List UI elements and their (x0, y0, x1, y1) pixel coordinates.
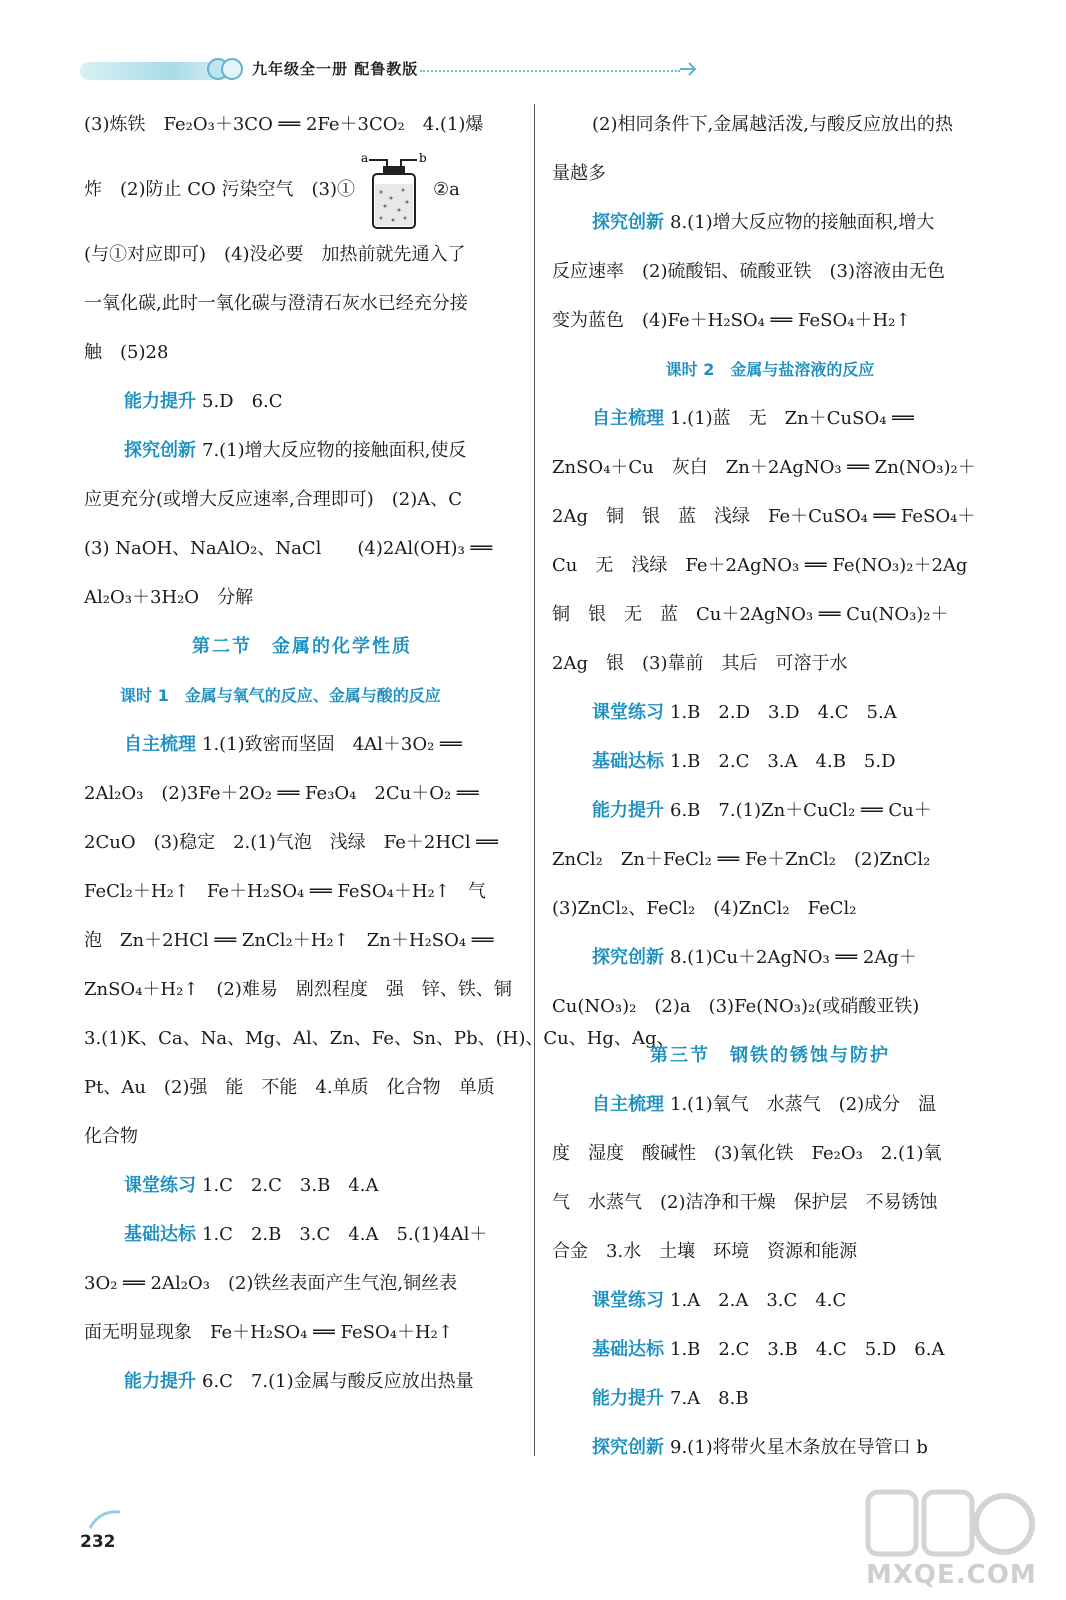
answer-text: FeCl₂＋H₂↑ Fe＋H₂SO₄ ══ FeSO₄＋H₂↑ 气 (84, 881, 486, 902)
answer-text: 6.B 7.(1)Zn＋CuCl₂ ══ Cu＋ (670, 800, 932, 821)
lesson-heading (84, 671, 520, 720)
section-keyword: 自主梳理 (592, 408, 664, 429)
answer-line (552, 100, 988, 149)
gas-bottle-icon (359, 150, 429, 230)
answer-text: 1.(1)氧气 水蒸气 (2)成分 温 (670, 1094, 937, 1115)
answer-line (552, 982, 988, 1031)
header-circles-icon (206, 56, 246, 82)
right-column (552, 100, 988, 1472)
answer-text: 变为蓝色 (4)Fe＋H₂SO₄ ══ FeSO₄＋H₂↑ (552, 310, 911, 331)
answer-line (552, 1276, 988, 1325)
answer-text: 8.(1)增大反应物的接触面积,增大 (670, 212, 935, 233)
section-keyword: 基础达标 (592, 1339, 664, 1360)
answer-line (84, 1259, 520, 1308)
answer-line (552, 737, 988, 786)
section-keyword: 探究创新 (592, 212, 664, 233)
answer-text: 1.C 2.C 3.B 4.A (202, 1175, 379, 1196)
section-keyword: 自主梳理 (592, 1094, 664, 1115)
answer-line (552, 198, 988, 247)
answer-text: 化合物 (84, 1126, 138, 1147)
answer-line (552, 835, 988, 884)
section-heading (552, 1031, 988, 1080)
answer-line (84, 426, 520, 475)
answer-line (552, 394, 988, 443)
answer-line (84, 1112, 520, 1161)
section-keyword: 课堂练习 (592, 702, 664, 723)
answer-text: Cu(NO₃)₂ (2)a (3)Fe(NO₃)₂(或硝酸亚铁) (552, 996, 920, 1017)
bottle-label-a: a (360, 151, 369, 165)
answer-text: 6.C 7.(1)金属与酸反应放出热量 (202, 1371, 474, 1392)
answer-text: 炸 (2)防止 CO 污染空气 (3)① (84, 179, 355, 200)
section-keyword: 课堂练习 (592, 1290, 664, 1311)
section-keyword: 能力提升 (592, 1388, 664, 1409)
answer-text: 3O₂ ══ 2Al₂O₃ (2)铁丝表面产生气泡,铜丝表 (84, 1273, 458, 1294)
answer-text: 1.C 2.B 3.C 4.A 5.(1)4Al＋ (202, 1224, 488, 1245)
answer-line (552, 933, 988, 982)
section-keyword: 基础达标 (124, 1224, 196, 1245)
answer-text: 泡 Zn＋2HCl ══ ZnCl₂＋H₂↑ Zn＋H₂SO₄ ══ (84, 930, 494, 951)
answer-text: 5.D 6.C (202, 391, 283, 412)
section-keyword: 探究创新 (592, 947, 664, 968)
answer-line (84, 720, 520, 769)
answer-text: 9.(1)将带火星木条放在导管口 b (670, 1437, 928, 1458)
watermark-text: MXQE.COM (866, 1560, 1037, 1590)
answer-text: 1.A 2.A 3.C 4.C (670, 1290, 847, 1311)
answer-line (552, 1227, 988, 1276)
section-keyword: 基础达标 (592, 751, 664, 772)
answer-line (84, 524, 520, 573)
answer-line (84, 1014, 675, 1063)
section-keyword: 探究创新 (592, 1437, 664, 1458)
page-number: 232 (80, 1532, 116, 1552)
answer-text: 度 湿度 酸碱性 (3)氧化铁 Fe₂O₃ 2.(1)氧 (552, 1143, 942, 1164)
answer-text: (与①对应即可) (4)没必要 加热前就先通入了 (84, 244, 466, 265)
answer-text: Al₂O₃＋3H₂O 分解 (84, 587, 254, 608)
answer-text: 1.B 2.C 3.A 4.B 5.D (670, 751, 896, 772)
answer-text: 气 水蒸气 (2)洁净和干燥 保护层 不易锈蚀 (552, 1192, 938, 1213)
answer-line (84, 573, 520, 622)
answer-line (552, 1080, 988, 1129)
answer-line (84, 916, 520, 965)
answer-text: 1.(1)蓝 无 Zn＋CuSO₄ ══ (670, 408, 914, 429)
section-keyword: 课堂练习 (124, 1175, 196, 1196)
answer-line (84, 1357, 520, 1406)
answer-line (552, 1374, 988, 1423)
answer-line (84, 100, 520, 149)
answer-line-with-apparatus (84, 149, 520, 230)
answer-line (552, 149, 988, 198)
answer-line (552, 1178, 988, 1227)
lesson-heading (552, 345, 988, 394)
watermark (864, 1484, 1037, 1594)
answer-line (84, 1308, 520, 1357)
answer-line (84, 818, 520, 867)
answer-line (552, 296, 988, 345)
answer-text: 课时 2 金属与盐溶液的反应 (665, 360, 875, 379)
section-keyword: 自主梳理 (124, 734, 196, 755)
answer-line (84, 965, 520, 1014)
answer-text: 应更充分(或增大反应速率,合理即可) (2)A、C (84, 489, 463, 510)
section-keyword: 探究创新 (124, 440, 196, 461)
answer-line (552, 590, 988, 639)
answer-line (84, 867, 520, 916)
answer-text: ZnCl₂ Zn＋FeCl₂ ══ Fe＋ZnCl₂ (2)ZnCl₂ (552, 849, 931, 870)
answer-line (84, 377, 520, 426)
answer-text: (3)ZnCl₂、FeCl₂ (4)ZnCl₂ FeCl₂ (552, 898, 857, 919)
answer-text: 8.(1)Cu＋2AgNO₃ ══ 2Ag＋ (670, 947, 917, 968)
answer-text: 3.(1)K、Ca、Na、Mg、Al、Zn、Fe、Sn、Pb、(H)、Cu、Hg、Ag、 (84, 1028, 675, 1049)
section-keyword: 能力提升 (592, 800, 664, 821)
answer-line (552, 688, 988, 737)
answer-line (552, 1325, 988, 1374)
answer-line (552, 1129, 988, 1178)
answer-text: (2)相同条件下,金属越活泼,与酸反应放出的热 (592, 114, 953, 135)
section-heading (84, 622, 520, 671)
answer-line (84, 769, 520, 818)
header-dotted-rule (420, 70, 680, 72)
answer-text: (3) NaOH、NaAlO₂、NaCl (4)2Al(OH)₃ ══ (84, 538, 493, 559)
answer-text: 1.B 2.C 3.B 4.C 5.D 6.A (670, 1339, 945, 1360)
answer-line (84, 1210, 520, 1259)
answer-text: 触 (5)28 (84, 342, 169, 363)
bottle-label-b: b (418, 151, 427, 165)
answer-line (552, 492, 988, 541)
answer-text: 第三节 钢铁的锈蚀与防护 (650, 1045, 890, 1066)
section-keyword: 能力提升 (124, 1371, 196, 1392)
header-title: 九年级全一册 配鲁教版 (252, 60, 419, 78)
answer-text: 7.A 8.B (670, 1388, 749, 1409)
answer-text: 2CuO (3)稳定 2.(1)气泡 浅绿 Fe＋2HCl ══ (84, 832, 498, 853)
answer-text: 1.B 2.D 3.D 4.C 5.A (670, 702, 897, 723)
answer-line (552, 786, 988, 835)
answer-text: 量越多 (552, 163, 606, 184)
answer-text: 2Ag 银 (3)靠前 其后 可溶于水 (552, 653, 848, 674)
answer-text: 第二节 金属的化学性质 (192, 636, 412, 657)
answer-line (552, 1423, 988, 1472)
answer-text: 一氧化碳,此时一氧化碳与澄清石灰水已经充分接 (84, 293, 468, 314)
arrow-icon (678, 58, 700, 80)
answer-circle-logo (864, 1484, 1034, 1564)
answer-text: ZnSO₄＋Cu 灰白 Zn＋2AgNO₃ ══ Zn(NO₃)₂＋ (552, 457, 976, 478)
answer-text: 2Al₂O₃ (2)3Fe＋2O₂ ══ Fe₃O₄ 2Cu＋O₂ ══ (84, 783, 479, 804)
answer-text: Cu 无 浅绿 Fe＋2AgNO₃ ══ Fe(NO₃)₂＋2Ag (552, 555, 968, 576)
answer-text: 2Ag 铜 银 蓝 浅绿 Fe＋CuSO₄ ══ FeSO₄＋ (552, 506, 976, 527)
answer-line (552, 247, 988, 296)
answer-line (84, 279, 520, 328)
answer-line (84, 1063, 520, 1112)
page-header (80, 52, 700, 92)
answer-text: 铜 银 无 蓝 Cu＋2AgNO₃ ══ Cu(NO₃)₂＋ (552, 604, 949, 625)
answer-text: 1.(1)致密而坚固 4Al＋3O₂ ══ (202, 734, 462, 755)
section-keyword: 能力提升 (124, 391, 196, 412)
answer-line (552, 884, 988, 933)
page-number-decoration-icon (86, 1508, 126, 1532)
answer-text: ZnSO₄＋H₂↑ (2)难易 剧烈程度 强 锌、铁、铜 (84, 979, 512, 1000)
answer-text: (3)炼铁 Fe₂O₃＋3CO ══ 2Fe＋3CO₂ 4.(1)爆 (84, 114, 484, 135)
answer-text: 合金 3.水 土壤 环境 资源和能源 (552, 1241, 858, 1262)
answer-text: 课时 1 金属与氧气的反应、金属与酸的反应 (120, 686, 441, 705)
answer-line (552, 443, 988, 492)
answer-text: 7.(1)增大反应物的接触面积,使反 (202, 440, 467, 461)
answer-text: 反应速率 (2)硫酸铝、硫酸亚铁 (3)溶液由无色 (552, 261, 945, 282)
answer-line (552, 541, 988, 590)
answer-text: Pt、Au (2)强 能 不能 4.单质 化合物 单质 (84, 1077, 495, 1098)
answer-text: ②a (432, 179, 460, 200)
answer-line (84, 230, 520, 279)
answer-line (552, 639, 988, 688)
answer-text: 面无明显现象 Fe＋H₂SO₄ ══ FeSO₄＋H₂↑ (84, 1322, 453, 1343)
answer-line (84, 328, 520, 377)
answer-line (84, 475, 520, 524)
column-divider (534, 104, 535, 1456)
answer-line (84, 1161, 520, 1210)
